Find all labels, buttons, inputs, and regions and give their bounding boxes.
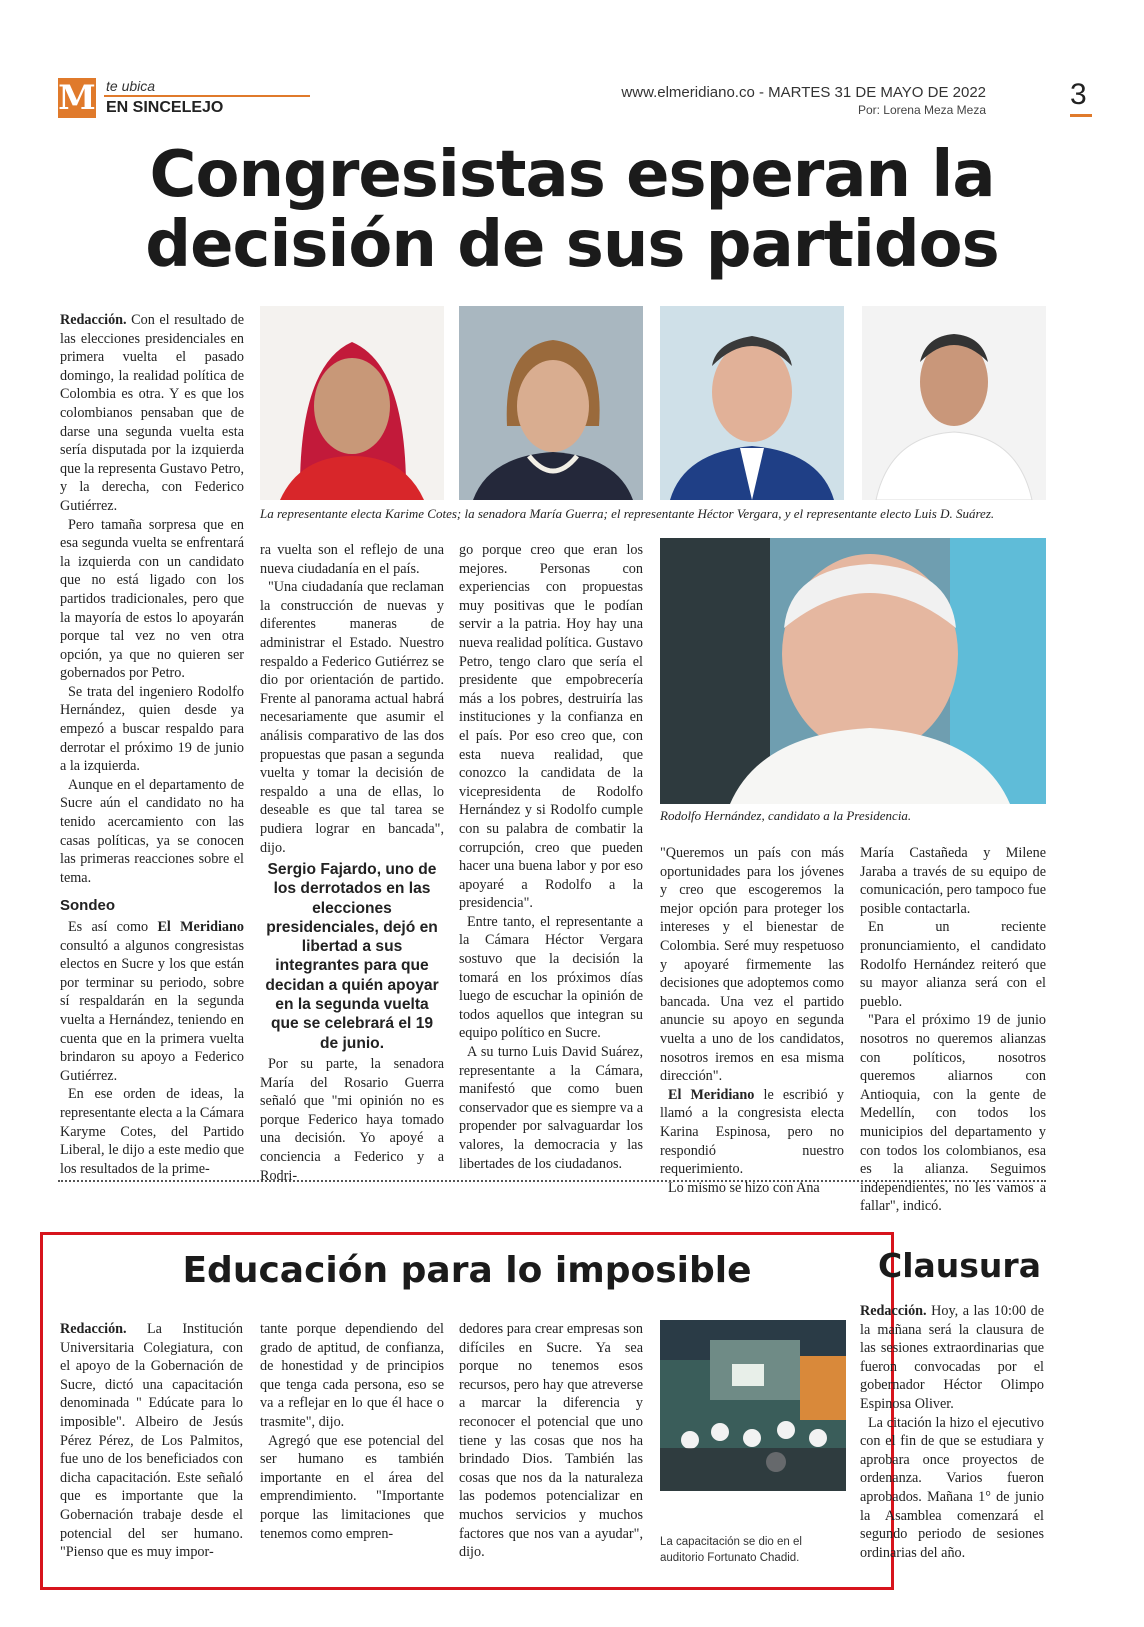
paragraph: tante porque dependiendo del grado de aptitud, de confianza, de honestidad y de principios que tenga cada persona, eso se va a reflejar en lo que él hace o trasmite", dijo. bbox=[260, 1321, 444, 1430]
section-name: EN SINCELEJO bbox=[106, 99, 224, 116]
paragraph: A su turno Luis David Suárez, representante a la Cámara, manifestó que como buen conservador que es siempre va a propender por salvaguardar los valores, la democracia y las libertades de los ciudadanos. bbox=[459, 1044, 643, 1172]
page-number-rule bbox=[1070, 114, 1092, 117]
dateline: Redacción. bbox=[860, 1303, 927, 1319]
photo-caption: La representante electa Karime Cotes; la senadora María Guerra; el representante Héctor Vergara, y el representante electo Luis D. Suárez. bbox=[260, 506, 995, 521]
publication-name: El Meridiano bbox=[157, 919, 244, 935]
paragraph: Pero tamaña sorpresa que en esa segunda vuelta se enfrentará la izquierda con un candidato que no está ligado con los partidos tradicionales, pero que la mayoría de estos lo apoyarán porque tal vez no ven otra opción, ya que no quieren ser gobernados por Petro. bbox=[60, 516, 244, 682]
page-number: 3 bbox=[1070, 78, 1087, 111]
paragraph: Con el resultado de las elecciones presidenciales en primera vuelta el pasado domingo, la realidad política de Colombia es otra. Y es que los colombianos pensaban que de darse una segunda vuelta esta sería disputada por la izquierda que la representa Gustavo Petro, y la derecha, con Federico Gutiérrez. bbox=[60, 312, 244, 514]
paragraph: María Castañeda y Milene Jaraba a través de su equipo de comunicación, pero tampoco fue posible contactarla. bbox=[860, 845, 1046, 917]
education-column-2 bbox=[260, 1320, 444, 1543]
portrait-hector-vergara bbox=[660, 306, 844, 500]
publication-name: El Meridiano bbox=[668, 1086, 755, 1103]
header-tagline: te ubica bbox=[106, 78, 156, 94]
text: le escribió y llamó a la congresista electa Karina Espinosa, pero no respondió nuestro requerimiento. bbox=[660, 1086, 844, 1178]
dateline: Redacción. bbox=[60, 312, 127, 328]
paragraph: go porque creo que eran los mejores. Personas con experiencias con propuestas muy positivas que le podían servir a la patria. Hoy hay una nueva realidad política. Gustavo Petro, tengo claro que sería el presidente que empobrecería más a los pobres, destruiría las instituciones y la confianza en el país. Por eso creo que, con esta nueva realidad, que conozco la candidata de la vicepresidenta de Rodolfo Hernández y si Rodolfo cumple con su palabra de combatir la corrupción, creo que pueden hacer una buena labor y por eso apoyaré a Rodolfo a la presidencia". bbox=[459, 542, 643, 912]
paragraph: Lo mismo se hizo con Ana bbox=[668, 1179, 820, 1196]
byline: Por: Lorena Meza Meza bbox=[857, 103, 986, 117]
paragraph: Agregó que ese potencial del ser humano es también importante en el área del emprendimiento. "Importante porque las limitaciones que tenemos como empren- bbox=[260, 1432, 444, 1542]
portrait-maria-guerra bbox=[459, 306, 643, 500]
paragraph: Por su parte, la senadora María del Rosario Guerra señaló que "mi opinión no es porque Federico haya tomado una decisión. Yo apoyé a conciencia a Federico y a Rodri- bbox=[260, 1056, 444, 1184]
paragraph: Hoy, a las 10:00 de la mañana será la clausura de las sesiones extraordinarias que fueron convocadas por el gobernador Héctor Olimpo Espinosa Oliver. bbox=[860, 1303, 1044, 1412]
education-title: Educación para lo imposible bbox=[182, 1250, 752, 1291]
clausura-title: Clausura bbox=[878, 1246, 1041, 1285]
paragraph: Se trata del ingeniero Rodolfo Hernández, quien desde ya empezó a buscar respaldo para derrotar el próximo 19 de junio a la izquierda. bbox=[60, 683, 244, 775]
paragraph: "Una ciudadanía que reclaman la construcción de nuevas y diferentes maneras de administrar el Estado. Nuestro respaldo a Federico Gutiérrez se dio por orientación de partido. Frente al panorama actual habrá necesariamente que asumir el análisis comparativo de las dos propuestas que pasan a segunda vuelta y tomar la decisión de respaldo a una de ellas, lo deseable es que tal tarea se pudiera lograr en bancada", dijo. bbox=[260, 579, 444, 856]
photo-caption: Rodolfo Hernández, candidato a la Presidencia. bbox=[660, 808, 912, 823]
text: Es así como bbox=[68, 919, 158, 935]
auditorium-photo bbox=[660, 1320, 846, 1491]
article-column-1 bbox=[60, 311, 244, 1178]
education-column-3 bbox=[459, 1320, 643, 1562]
candidate-photo bbox=[660, 538, 1046, 804]
article-column-5 bbox=[860, 844, 1046, 1216]
section-separator bbox=[58, 1180, 1046, 1182]
paragraph: "Para el próximo 19 de junio nosotros no queremos alianzas con políticos, nosotros queremos aliarnos con Antioquia, con la gente de Medellín, con todos los municipios del departamento y con todos los colombianos, esa es la alianza. Seguimos independientes, no les vamos a fallar", indicó. bbox=[860, 1012, 1046, 1215]
site-and-date: www.elmeridiano.co - MARTES 31 DE MAYO DE 2022 bbox=[621, 84, 986, 101]
paragraph: La Institución Universitaria Colegiatura, con el apoyo de la Gobernación de Sucre, dictó una capacitación denominada " Edúcate para lo imposible". Albeiro de Jesús Pérez Pérez, de Los Palmitos, fue uno de los beneficiados con dicha capacitación. Este señaló que es importante que la Gobernación trabaje desde el potencial del ser humano. "Pienso que es muy impor- bbox=[60, 1321, 243, 1561]
text: consultó a algunos congresistas electos en Sucre y los que están por terminar su periodo, sobre sí respaldarán en la segunda vuelta a Hernández, teniendo en cuenta que en la primera vuelta brindaron su apoyo a Federico Gutiérrez. bbox=[60, 937, 244, 1084]
portrait-image bbox=[459, 306, 643, 500]
portrait-karime-cotes bbox=[260, 306, 444, 500]
article-column-3 bbox=[459, 541, 643, 1173]
article-column-4 bbox=[660, 844, 844, 1197]
clausura-column bbox=[860, 1302, 1044, 1562]
photo-caption: La capacitación se dio en el auditorio Fortunato Chadid. bbox=[660, 1536, 802, 1564]
paragraph: Entre tanto, el representante a la Cámara Héctor Vergara sostuvo que la decisión la tomará en los próximos días luego de escuchar la opinión de todos aquellos que integran su equipo político en Sucre. bbox=[459, 913, 643, 1042]
portrait-image bbox=[862, 306, 1046, 500]
newspaper-logo: M bbox=[58, 78, 96, 118]
article-column-2-continued bbox=[260, 1055, 444, 1185]
education-column-1 bbox=[60, 1320, 243, 1562]
paragraph: ra vuelta son el reflejo de una nueva ciudadanía en el país. bbox=[260, 542, 444, 577]
portrait-luis-suarez bbox=[862, 306, 1046, 500]
subheading: Sondeo bbox=[60, 897, 115, 915]
header-rule bbox=[104, 95, 310, 97]
paragraph: "Queremos un país con más oportunidades para los jóvenes y creo que escogeremos la mejor opción para proteger los intereses y el bienestar de Colombia. Seré muy respetuoso y apoyaré firmemente las decisiones que adoptemos como bancada. Una vez el partido anuncie su apoyo en segunda vuelta a uno de los candidatos, nosotros iremos en esa misma dirección". bbox=[660, 845, 844, 1085]
portrait-image bbox=[660, 306, 844, 500]
education-photo bbox=[660, 1320, 846, 1491]
paragraph: En ese orden de ideas, la representante electa a la Cámara Karyme Cotes, del Partido Liberal, le dijo a este medio que los resultados de la prime- bbox=[60, 1086, 244, 1177]
article-column-2 bbox=[260, 541, 444, 857]
main-headline: Congresistas esperan la decisión de sus partidos bbox=[145, 138, 999, 282]
dateline: Redacción. bbox=[60, 1321, 127, 1337]
photo-rodolfo-hernandez bbox=[660, 538, 1046, 804]
paragraph: dedores para crear empresas son difíciles en Sucre. Ya sea porque no tenemos esos recursos, pero hay que atreverse a marcar la diferencia y reconocer el potencial que uno tiene y las cosas que nos ha brindado Dios. También las cosas que nos da la naturaleza las podemos potencializar en muchos servicios y muchos factores que nos van a ayudar", dijo. bbox=[459, 1321, 643, 1561]
paragraph: Aunque en el departamento de Sucre aún el candidato no ha tenido acercamiento con las casas políticas, ya se conocen las primeras reacciones sobre el tema. bbox=[60, 776, 244, 886]
paragraph: En un reciente pronunciamiento, el candidato Rodolfo Hernández reiteró que su mayor alianza será con el pueblo. bbox=[860, 919, 1046, 1010]
portrait-image bbox=[260, 306, 444, 500]
paragraph: La citación la hizo el ejecutivo con el fin de que se estudiara y aprobara once proyectos de ordenanza. Varios fueron aprobados. Mañana 1° de junio la Asamblea comenzará el segundo periodo de sesiones ordinarias del año. bbox=[860, 1414, 1044, 1561]
pull-quote: Sergio Fajardo, uno de los derrotados en las elecciones presidenciales, dejó en libertad a sus integrantes para que decidan a quién apoyar en la segunda vuelta que se celebrará el 19 de junio. bbox=[265, 861, 439, 1052]
